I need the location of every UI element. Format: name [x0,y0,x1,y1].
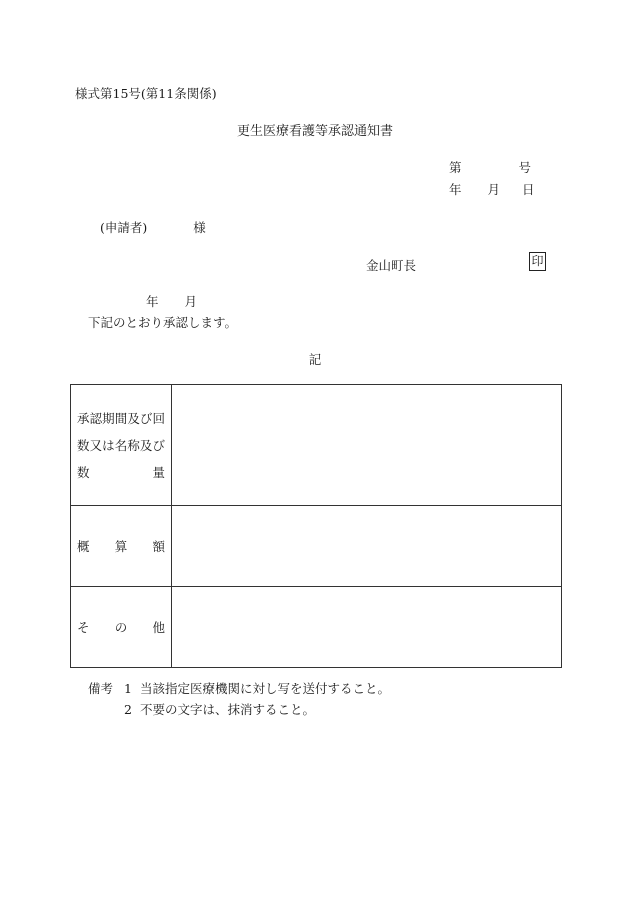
document-title: 更生医療看護等承認通知書 [236,124,393,139]
ki-heading: 記 [308,352,322,367]
note-text: 不要の文字は、抹消すること。 [140,702,316,717]
note-text: 当該指定医療機関に対し写を送付すること。 [140,681,391,696]
value-estimated-amount[interactable] [172,506,562,587]
applicant-line [100,218,206,236]
table-row [71,587,562,668]
body-line-2: 下記のとおり承認します。 [88,315,238,330]
label-estimated-amount [71,506,172,587]
number-prefix: 第 [449,160,462,175]
value-other[interactable] [172,587,562,668]
note-number: 1 [124,681,132,696]
label-other [71,587,172,668]
value-approval-period[interactable] [172,385,562,506]
date-year: 年 [449,182,462,197]
table-row [71,506,562,587]
date-day: 日 [522,182,535,197]
notes [88,678,390,720]
label-line: 数 量 [77,464,165,480]
document-date-line [449,180,535,198]
note-number: 2 [124,702,132,717]
label-line: 数 又 は 名 称 及 び [77,437,165,453]
applicant-honorific: 様 [193,220,206,235]
table-row [71,385,562,506]
note-item [88,678,390,699]
label-line: 承 認 期 間 及 び 回 [77,410,165,426]
label-approval-period [71,385,172,506]
seal-mark: 印 [529,252,546,271]
issuer-name: 金山町長 [366,258,417,273]
date-month: 月 [487,182,501,197]
notes-heading: 備考 [88,681,114,696]
number-suffix: 号 [518,160,532,175]
label-line: 概 算 額 [77,538,165,554]
applicant-label: (申請者) [100,220,148,235]
body-month: 月 [184,294,198,309]
form-number: 様式第15号(第11条関係) [75,86,217,101]
body-line-1 [146,292,219,310]
approval-table [70,384,562,668]
body-year: 年 [146,294,159,309]
document-number-line [449,158,531,176]
note-item [88,699,390,720]
label-line: そ の 他 [77,619,165,635]
